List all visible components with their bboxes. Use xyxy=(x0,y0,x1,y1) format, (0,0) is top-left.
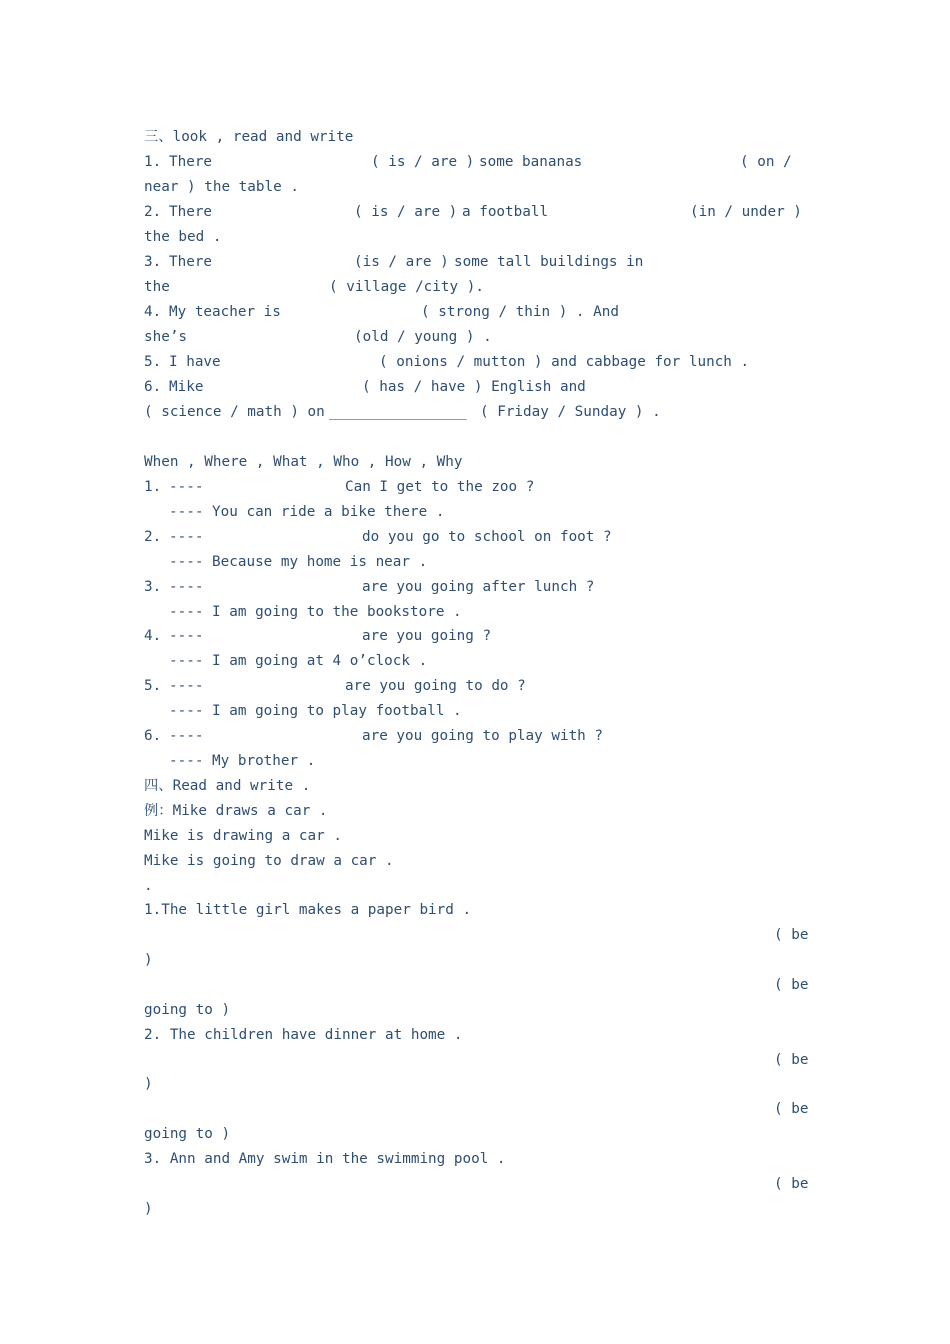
item-a3-continuation: the xyxy=(144,279,170,295)
item-b4-dash: ---- xyxy=(169,628,204,644)
exercise-1-hint-going: going to ) xyxy=(144,1002,231,1018)
item-a5-number: 5. xyxy=(144,354,162,370)
wh-word-list: When , Where , What , Who , How , Why xyxy=(144,454,463,470)
exercise-2-hint-be-2: ( be xyxy=(774,1101,809,1117)
exercise-2-hint-going: going to ) xyxy=(144,1126,231,1142)
item-b2-dash: ---- xyxy=(169,529,204,545)
exercise-1-hint-close: ) xyxy=(144,952,153,968)
item-a1-text: There xyxy=(169,154,213,170)
item-a5-option: ( onions / mutton ) and cabbage for lunch . xyxy=(379,354,750,370)
item-a4-option-2: (old / young ) . xyxy=(354,329,492,345)
item-a3-number: 3. xyxy=(144,254,162,270)
item-a2-text: There xyxy=(169,204,213,220)
item-b6-number: 6. xyxy=(144,728,162,744)
section-4-title: 四、Read and write . xyxy=(144,778,311,794)
item-a2-option-2: (in / under ) xyxy=(690,204,802,220)
item-a4-number: 4. xyxy=(144,304,162,320)
item-a3-option: (is / are ) xyxy=(354,254,449,270)
item-b4-number: 4. xyxy=(144,628,162,644)
item-a2-number: 2. xyxy=(144,204,162,220)
item-a1-text-2: some bananas xyxy=(479,154,583,170)
item-b1-dash: ---- xyxy=(169,479,204,495)
exercise-3-hint-close: ) xyxy=(144,1201,153,1217)
item-b1-question: Can I get to the zoo ? xyxy=(345,479,535,495)
item-a1-continuation: near ) the table . xyxy=(144,179,299,195)
item-b5-number: 5. xyxy=(144,678,162,694)
stray-dot: . xyxy=(144,878,153,894)
exercise-2-hint-be: ( be xyxy=(774,1052,809,1068)
item-b1-number: 1. xyxy=(144,479,162,495)
exercise-2-hint-close: ) xyxy=(144,1076,153,1092)
item-a2-text-2: a football xyxy=(462,204,549,220)
example-line-3: Mike is going to draw a car . xyxy=(144,853,394,869)
item-a6-option: ( has / have ) English and xyxy=(362,379,586,395)
example-line-1: 例：Mike draws a car . xyxy=(144,803,328,819)
exercise-1-hint-be-2: ( be xyxy=(774,977,809,993)
item-b6-dash: ---- xyxy=(169,728,204,744)
item-a1-number: 1. xyxy=(144,154,162,170)
item-b6-answer: ---- My brother . xyxy=(169,753,316,769)
item-a1-option: ( is / are ) xyxy=(371,154,475,170)
item-a3-text-2: some tall buildings in xyxy=(454,254,644,270)
exercise-1-hint-be: ( be xyxy=(774,927,809,943)
item-a4-text: My teacher is xyxy=(169,304,281,320)
section-3-title: 三、look , read and write xyxy=(144,129,354,145)
item-a6-option-2: ( Friday / Sunday ) . xyxy=(480,404,661,420)
exercise-3-sentence: 3. Ann and Amy swim in the swimming pool . xyxy=(144,1151,506,1167)
item-a3-text: There xyxy=(169,254,213,270)
item-a1-option-2: ( on / xyxy=(740,154,792,170)
item-b6-question: are you going to play with ? xyxy=(362,728,604,744)
item-b2-answer: ---- Because my home is near . xyxy=(169,554,428,570)
item-b5-question: are you going to do ? xyxy=(345,678,526,694)
item-b2-question: do you go to school on foot ? xyxy=(362,529,612,545)
item-a6-continuation: ( science / math ) on xyxy=(144,404,325,420)
item-a2-continuation: the bed . xyxy=(144,229,222,245)
item-b5-answer: ---- I am going to play football . xyxy=(169,703,462,719)
item-b5-dash: ---- xyxy=(169,678,204,694)
item-b3-answer: ---- I am going to the bookstore . xyxy=(169,604,462,620)
item-b1-answer: ---- You can ride a bike there . xyxy=(169,504,445,520)
item-b3-number: 3. xyxy=(144,579,162,595)
item-a4-option: ( strong / thin ) . And xyxy=(421,304,619,320)
item-b4-answer: ---- I am going at 4 o’clock . xyxy=(169,653,428,669)
item-b2-number: 2. xyxy=(144,529,162,545)
item-a4-continuation: she’s xyxy=(144,329,188,345)
item-a6-text: Mike xyxy=(169,379,204,395)
item-b3-question: are you going after lunch ? xyxy=(362,579,595,595)
item-a6-blank: ________________ xyxy=(329,404,467,420)
exercise-2-sentence: 2. The children have dinner at home . xyxy=(144,1027,463,1043)
exercise-1-sentence: 1.The little girl makes a paper bird . xyxy=(144,902,472,918)
example-line-2: Mike is drawing a car . xyxy=(144,828,342,844)
item-a6-number: 6. xyxy=(144,379,162,395)
item-b3-dash: ---- xyxy=(169,579,204,595)
item-b4-question: are you going ? xyxy=(362,628,492,644)
item-a3-option-2: ( village /city ). xyxy=(329,279,484,295)
item-a5-text: I have xyxy=(169,354,221,370)
exercise-3-hint-be: ( be xyxy=(774,1176,809,1192)
item-a2-option: ( is / are ) xyxy=(354,204,458,220)
